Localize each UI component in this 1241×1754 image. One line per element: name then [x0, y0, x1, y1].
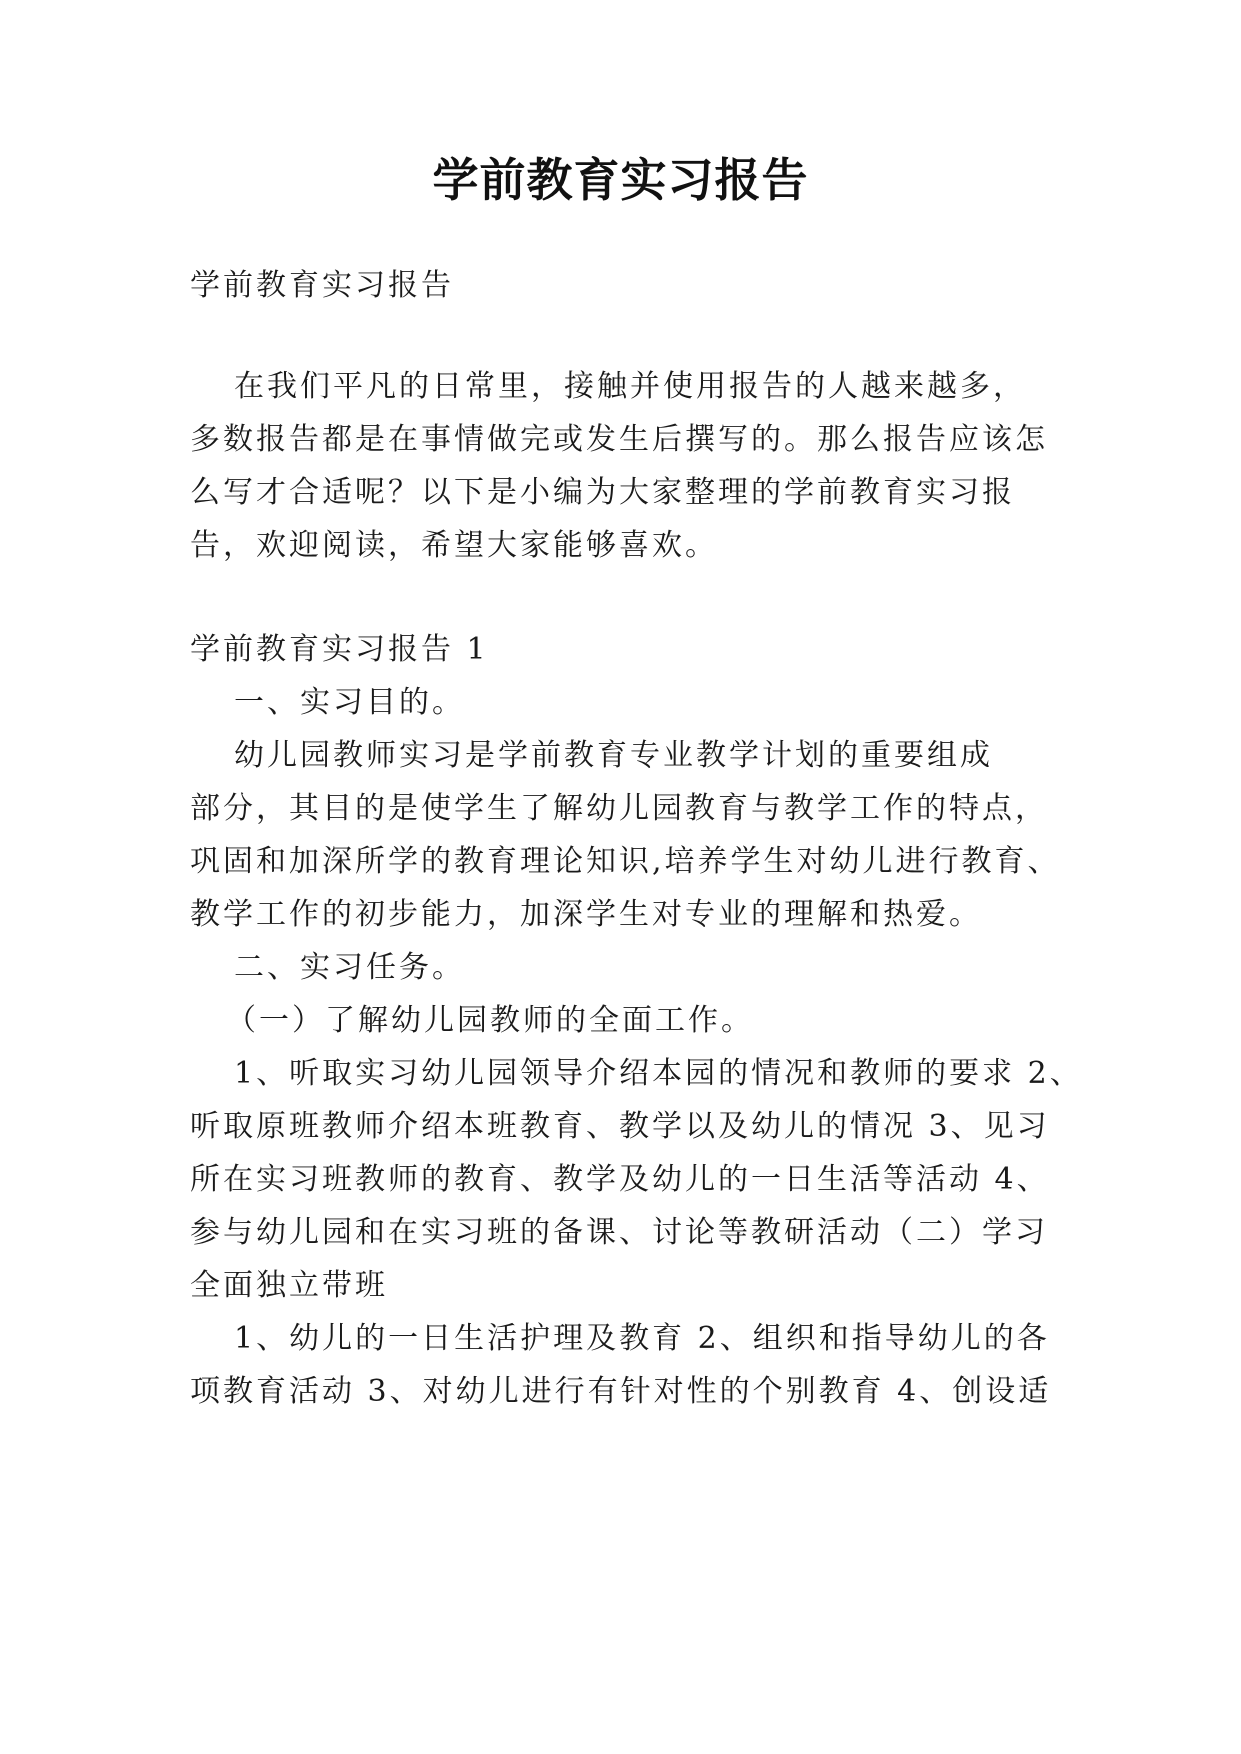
task-heading: 二、实习任务。: [234, 950, 465, 985]
intro-line: 多数报告都是在事情做完或发生后撰写的。那么报告应该怎: [190, 422, 1048, 457]
purpose-line: 部分，其目的是使学生了解幼儿园教育与教学工作的特点，: [190, 791, 1048, 826]
task-list-line: 1、听取实习幼儿园领导介绍本园的情况和教师的要求 2、: [234, 1056, 1083, 1091]
document-title: 学前教育实习报告: [432, 153, 809, 207]
intro-line: 在我们平凡的日常里，接触并使用报告的人越来越多，: [234, 369, 1026, 404]
purpose-heading: 一、实习目的。: [234, 685, 465, 720]
section-heading: 学前教育实习报告 1: [190, 632, 489, 667]
task-list-line: 听取原班教师介绍本班教育、教学以及幼儿的情况 3、见习: [190, 1109, 1050, 1144]
document-subtitle: 学前教育实习报告: [190, 268, 454, 303]
task-subheading: （一）了解幼儿园教师的全面工作。: [226, 1003, 754, 1038]
intro-line: 么写才合适呢？以下是小编为大家整理的学前教育实习报: [190, 475, 1015, 510]
purpose-line: 教学工作的初步能力，加深学生对专业的理解和热爱。: [190, 897, 982, 932]
task-list-line: 1、幼儿的一日生活护理及教育 2、组织和指导幼儿的各: [234, 1321, 1050, 1356]
intro-line: 告，欢迎阅读，希望大家能够喜欢。: [190, 528, 718, 563]
purpose-line: 幼儿园教师实习是学前教育专业教学计划的重要组成: [234, 738, 993, 773]
task-list-line: 全面独立带班: [190, 1268, 388, 1303]
task-list-line: 所在实习班教师的教育、教学及幼儿的一日生活等活动 4、: [190, 1162, 1050, 1197]
purpose-line: 巩固和加深所学的教育理论知识,培养学生对幼儿进行教育、: [190, 844, 1061, 879]
task-list-line: 参与幼儿园和在实习班的备课、讨论等教研活动（二）学习: [190, 1215, 1048, 1250]
task-list-line: 项教育活动 3、对幼儿进行有针对性的个别教育 4、创设适: [190, 1374, 1052, 1409]
